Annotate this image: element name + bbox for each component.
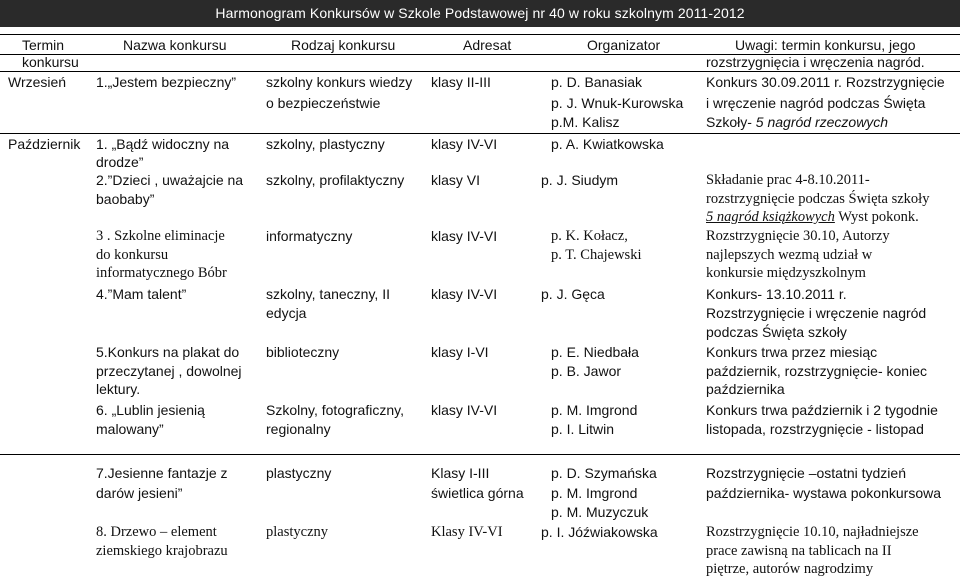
- table-rule: [0, 34, 960, 35]
- contest-notes: października- wystawa pokonkursowa: [706, 485, 941, 501]
- contest-type: edycja: [266, 305, 307, 321]
- contest-audience: klasy VI: [431, 172, 481, 188]
- contest-audience: klasy I-VI: [431, 344, 489, 360]
- contest-audience: klasy IV-VI: [431, 286, 498, 302]
- contest-name: baobaby”: [96, 191, 155, 207]
- contest-name: do konkursu: [96, 247, 169, 263]
- contest-name: malowany”: [96, 421, 164, 437]
- month-label: Wrzesień: [8, 74, 67, 90]
- contest-audience: klasy IV-VI: [431, 228, 498, 244]
- contest-organizer: p. J. Siudym: [541, 172, 619, 188]
- contest-organizer: p.M. Kalisz: [551, 114, 620, 130]
- contest-name: 2.”Dzieci , uważajcie na: [96, 172, 244, 188]
- document-title: Harmonogram Konkursów w Szkole Podstawowej nr 40 w roku szkolnym 2011-2012: [0, 0, 960, 27]
- contest-organizer: p. I. Jóźwiakowska: [541, 524, 658, 540]
- header-termin: konkursu: [22, 54, 79, 70]
- contest-type: szkolny, profilaktyczny: [266, 172, 405, 188]
- contest-type: plastyczny: [266, 524, 329, 540]
- contest-name: 3 . Szkolne eliminacje: [96, 228, 225, 244]
- contest-type: plastyczny: [266, 465, 332, 481]
- contest-audience: Klasy IV-VI: [431, 524, 503, 540]
- contest-notes: konkursie międzyszkolnym: [706, 265, 866, 281]
- contest-organizer: p. J. Gęca: [541, 286, 605, 302]
- contest-audience: klasy IV-VI: [431, 136, 498, 152]
- contest-organizer: p. A. Kwiatkowska: [551, 136, 664, 152]
- contest-organizer: p. I. Litwin: [551, 421, 615, 437]
- contest-organizer: p. E. Niedbała: [551, 344, 639, 360]
- contest-notes: piętrze, autorów nagrodzimy: [706, 561, 874, 577]
- contest-notes: Konkurs trwa październik i 2 tygodnie: [706, 402, 938, 418]
- contest-notes: podczas Święta szkoły: [706, 324, 847, 340]
- page-break-gap: [0, 440, 960, 454]
- contest-notes: najlepszych wezmą udział w: [706, 247, 873, 263]
- contest-notes: Składanie prac 4-8.10.2011-: [706, 172, 870, 188]
- contest-notes: Rozstrzygnięcie 10.10, najładniejsze: [706, 524, 919, 540]
- contest-type: szkolny konkurs wiedzy: [266, 74, 413, 90]
- contest-type: Szkolny, fotograficzny,: [266, 402, 404, 418]
- contest-audience: Klasy I-III: [431, 465, 490, 481]
- contest-name: 6. „Lublin jesienią: [96, 402, 205, 418]
- contest-organizer: p. M. Muzyczuk: [551, 504, 649, 520]
- contest-organizer: p. K. Kołacz,: [551, 228, 628, 244]
- header-rodzaj: Rodzaj konkursu: [291, 37, 396, 53]
- contest-type: szkolny, plastyczny: [266, 136, 385, 152]
- contest-notes: listopada, rozstrzygnięcie - listopad: [706, 421, 924, 437]
- contest-type: informatyczny: [266, 228, 353, 244]
- contest-name: lektury.: [96, 381, 141, 397]
- contest-organizer: p. T. Chajewski: [551, 247, 642, 263]
- contest-name: 7.Jesienne fantazje z: [96, 465, 228, 481]
- contest-notes: rozstrzygnięcie podczas Święta szkoły: [706, 191, 930, 207]
- table-rule: [0, 133, 960, 134]
- contest-name: 4.”Mam talent”: [96, 286, 187, 302]
- contest-notes: 5 nagród książkowych Wyst pokonk.: [706, 209, 919, 225]
- contest-name: drodze”: [96, 154, 144, 170]
- contest-name: 8. Drzewo – element: [96, 524, 217, 540]
- contest-type: biblioteczny: [266, 344, 340, 360]
- header-adresat: Adresat: [463, 37, 512, 53]
- contest-name: informatycznego Bóbr: [96, 265, 227, 281]
- table-rule: [0, 454, 960, 455]
- header-uwagi: Uwagi: termin konkursu, jego: [735, 37, 916, 53]
- contest-notes: Konkurs trwa przez miesiąc: [706, 344, 878, 360]
- contest-type: regionalny: [266, 421, 331, 437]
- month-label: Październik: [8, 136, 81, 152]
- header-termin: Termin: [22, 37, 65, 53]
- contest-name: 1. „Bądź widoczny na: [96, 136, 230, 152]
- contest-notes: Konkurs 30.09.2011 r. Rozstrzygnięcie: [706, 74, 945, 90]
- contest-name: 5.Konkurs na plakat do: [96, 344, 240, 360]
- contest-notes: prace zawisną na tablicach na II: [706, 543, 892, 559]
- contest-organizer: p. D. Banasiak: [551, 74, 643, 90]
- header-uwagi: rozstrzygnięcia i wręczenia nagród.: [706, 54, 925, 70]
- contest-type: szkolny, taneczny, II: [266, 286, 390, 302]
- contest-notes: Rozstrzygnięcie –ostatni tydzień: [706, 465, 906, 481]
- contest-organizer: p. B. Jawor: [551, 363, 622, 379]
- contest-notes: Konkurs- 13.10.2011 r.: [706, 286, 847, 302]
- table-rule: [0, 71, 960, 72]
- header-organizator: Organizator: [587, 37, 661, 53]
- contest-audience: klasy II-III: [431, 74, 491, 90]
- contest-audience: klasy IV-VI: [431, 402, 498, 418]
- contest-name: 1.„Jestem bezpieczny”: [96, 74, 237, 90]
- contest-notes: Rozstrzygnięcie i wręczenie nagród: [706, 305, 927, 321]
- contest-notes: Szkoły- 5 nagród rzeczowych: [706, 114, 889, 130]
- contest-notes: października: [706, 381, 785, 397]
- contest-organizer: p. J. Wnuk-Kurowska: [551, 95, 684, 111]
- contest-audience: świetlica górna: [431, 485, 524, 501]
- contest-notes: i wręczenie nagród podczas Święta: [706, 95, 926, 111]
- contest-notes: październik, rozstrzygnięcie- koniec: [706, 363, 927, 379]
- contest-organizer: p. M. Imgrond: [551, 485, 638, 501]
- contest-name: przeczytanej , dowolnej: [96, 363, 242, 379]
- header-nazwa: Nazwa konkursu: [123, 37, 227, 53]
- contest-notes: Rozstrzygnięcie 30.10, Autorzy: [706, 228, 890, 244]
- contest-organizer: p. D. Szymańska: [551, 465, 657, 481]
- contest-name: darów jesieni”: [96, 485, 183, 501]
- contest-organizer: p. M. Imgrond: [551, 402, 638, 418]
- contest-type: o bezpieczeństwie: [266, 95, 381, 111]
- contest-name: ziemskiego krajobrazu: [96, 543, 228, 559]
